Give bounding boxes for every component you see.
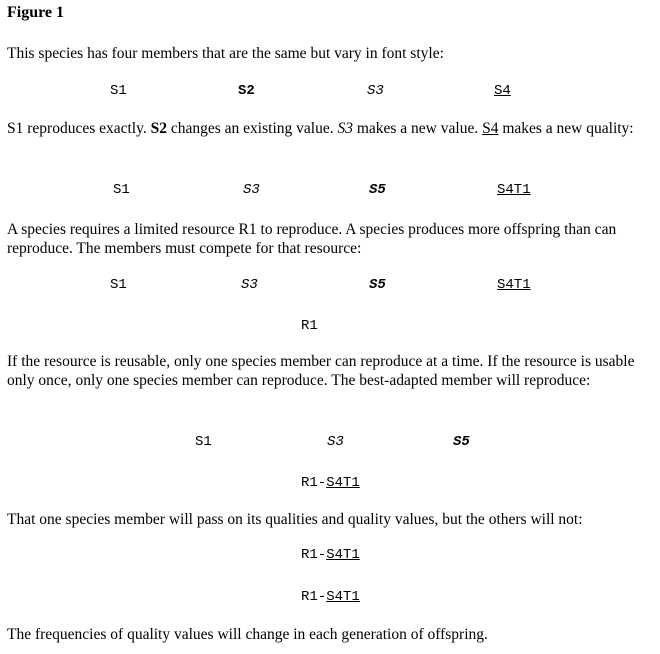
- member-s1: S1: [110, 83, 127, 99]
- winner-s4t1: S4T1: [326, 475, 360, 491]
- species-row-4: [0, 433, 660, 453]
- member-s4-underlined: S4: [494, 83, 511, 99]
- winner-s4t1: S4T1: [326, 547, 360, 563]
- species-row-1: [0, 82, 660, 102]
- winner-s4t1: S4T1: [326, 589, 360, 605]
- text-s3-italic: S3: [337, 120, 353, 137]
- paragraph-competition: If the resource is reusable, only one species member can reproduce at a time. If the resource is usable only once, only one species member can reproduce. The best-adapted member will reproduce:: [7, 353, 635, 389]
- member-s1: S1: [195, 434, 212, 450]
- resource-winner-3: [301, 588, 360, 606]
- text-new-quality: makes a new quality:: [498, 120, 634, 137]
- text-s1-reproduces: S1 reproduces exactly.: [7, 120, 151, 137]
- member-s3-italic: S3: [241, 277, 258, 293]
- member-s3-italic: S3: [367, 83, 384, 99]
- text-new-value: makes a new value.: [352, 120, 483, 137]
- member-s5-bold-italic: S5: [369, 182, 386, 198]
- member-s1: S1: [113, 182, 130, 198]
- s4t1-underlined-part: S4T1: [497, 182, 531, 198]
- resource-winner-2: [301, 546, 360, 564]
- paragraph-intro: This species has four members that are the same but vary in font style:: [7, 45, 444, 62]
- member-s4t1: [497, 181, 531, 199]
- member-s5-bold-italic: S5: [453, 434, 470, 450]
- member-s3-italic: S3: [327, 434, 344, 450]
- resource-winner-1: [301, 474, 360, 492]
- species-row-2: [0, 181, 660, 201]
- paragraph-limited-resource: A species requires a limited resource R1 to reproduce. A species produces more offspring than can reproduce. The members must compete for that resource:: [7, 221, 617, 257]
- paragraph-inheritance: That one species member will pass on its qualities and quality values, but the others will not:: [7, 511, 583, 528]
- paragraph-reproduction-rules: [7, 119, 647, 138]
- member-s4t1-underlined: S4T1: [497, 277, 531, 293]
- text-s2-bold: S2: [150, 120, 167, 137]
- resource-r1: R1: [301, 318, 318, 334]
- resource-prefix: R1-: [301, 547, 327, 563]
- figure-title: Figure 1: [7, 4, 65, 21]
- member-s3-italic: S3: [243, 182, 260, 198]
- text-changes-value: changes an existing value.: [167, 120, 338, 137]
- member-s1: S1: [110, 277, 127, 293]
- resource-prefix: R1-: [301, 589, 327, 605]
- resource-prefix: R1-: [301, 475, 327, 491]
- member-s2-bold: S2: [238, 83, 255, 99]
- member-s5-bold-italic: S5: [369, 277, 386, 293]
- paragraph-conclusion: The frequencies of quality values will change in each generation of offspring.: [7, 626, 488, 643]
- species-row-3: [0, 276, 660, 296]
- text-s4-underlined: S4: [482, 120, 499, 137]
